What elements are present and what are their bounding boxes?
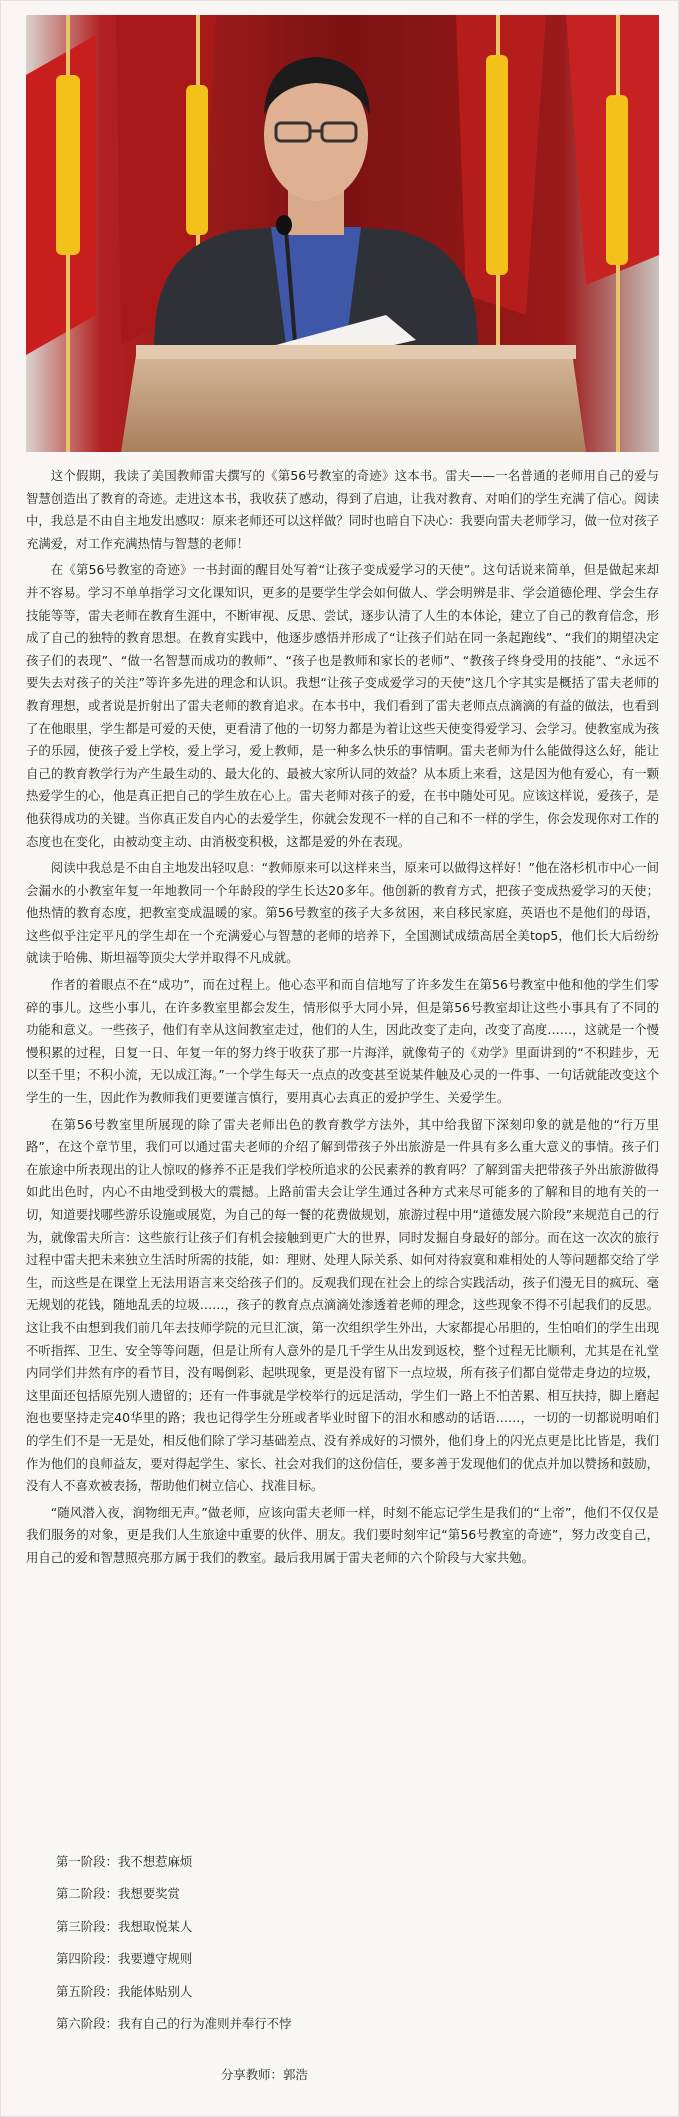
speaker-photo-illustration [26, 15, 659, 452]
stage-list [56, 1846, 616, 2040]
stage-item-4: 第四阶段：我要遵守规则 [56, 1951, 193, 1967]
stage-item-5: 第五阶段：我能体贴别人 [56, 1983, 193, 1999]
article-body [26, 465, 659, 1574]
paragraph-2: 在《第56号教室的奇迹》一书封面的醒目处写着“让孩子变成爱学习的天使”。这句话说来简单，但是做起来却并不容易。学习不单单指学习文化课知识，更多的是要学生学会如何做人、学会明辨是非、学会道德伦理、学会生存技能等等，雷夫老师在教育生涯中，不断审视、反思、尝试，逐步认清了人生的本体论，建立了自己的教育信念，形成了自己的独特的教育思想。在教育实践中，他逐步感悟并形成了“让孩子们站在同一条起跑线”、“我们的期望决定孩子们的表现”、“做一名智慧而成功的教师”、“孩子也是教师和家长的老师”、“教孩子终身受用的技能”、“永远不要失去对孩子的关注”等许多先进的理念和认识。我想“让孩子变成爱学习的天使”这几个字其实是概括了雷夫老师的教育理想，或者说是折射出了雷夫老师的教育追求。在本书中，我们看到了雷夫老师点点滴滴的有益的做法，也看到了在他眼里，学生都是可爱的天使，更看清了他的一切努力都是为着让这些天使变得爱学习、会学习。使教室成为孩子的乐园，使孩子爱上学校，爱上学习，爱上教师，是一种多么快乐的事情啊。雷夫老师为什么能做得这么好，能让自己的教育教学行为产生最生动的、最大化的、最被大家所认同的效益？从本质上来看，这是因为他有爱心，有一颗热爱学生的心，他是真正把自己的学生放在心上。雷夫老师对孩子的爱，在书中随处可见。应该这样说，爱孩子，是他获得成功的关键。当你真正发自内心的去爱学生，你就会发现不一样的自己和不一样的学生，你会发现你对工作的态度也在变化，由被动变主动、由消极变积极，这都是爱的外在表现。 [26, 562, 659, 849]
stage-item-3: 第三阶段：我想取悦某人 [56, 1918, 193, 1934]
paragraph-1: 这个假期，我读了美国教师雷夫撰写的《第56号教室的奇迹》这本书。雷夫——一名普通的老师用自己的爱与智慧创造出了教育的奇迹。走进这本书，我收获了感动，得到了启迪，让我对教育、对咱们的学生充满了信心。阅读中，我总是不由自主地发出感叹：原来老师还可以这样做？同时也暗自下决心：我要向雷夫老师学习，做一位对孩子充满爱，对工作充满热情与智慧的老师！ [26, 468, 659, 551]
paragraph-6: “随风潜入夜，润物细无声。”做老师，应该向雷夫老师一样，时刻不能忘记学生是我们的“上帝”，他们不仅仅是我们服务的对象，更是我们人生旅途中重要的伙伴、朋友。我们要时刻牢记“第56号教室的奇迹”，努力改变自己，用自己的爱和智慧照亮那方属于我们的教室。最后我用属于雷夫老师的六个阶段与大家共勉。 [26, 1504, 659, 1565]
stage-item-2: 第二阶段：我想要奖赏 [56, 1886, 180, 1902]
stage-item-1: 第一阶段：我不想惹麻烦 [56, 1854, 193, 1869]
speaker-photo [26, 15, 659, 452]
paragraph-5: 在第56号教室里所展现的除了雷夫老师出色的教育教学方法外，其中给我留下深刻印象的就是他的“行万里路”，在这个章节里，我们可以通过雷夫老师的介绍了解到带孩子外出旅游是一件具有多么重大意义的事情。孩子们在旅途中所表现出的让人惊叹的修养不正是我们学校所追求的公民素养的教育吗？了解到雷夫把带孩子外出旅游做得如此出色时，内心不由地受到极大的震撼。上路前雷夫会让学生通过各种方式来尽可能多的了解和目的地有关的一切，知道要找哪些游乐设施或展览，为自己的每一餐的花费做规划，旅游过程中用“道德发展六阶段”来规范自己的行为，就像雷夫所言：这些旅行让孩子们有机会接触到更广大的世界，同时发掘自身最好的部分。而在这一次次的旅行过程中雷夫把未来独立生活时所需的技能，如：理财、处理人际关系、如何对待寂寞和难相处的人等问题都交给了学生，而这些是在课堂上无法用语言来交给孩子们的。反观我们现在社会上的综合实践活动，孩子们漫无目的疯玩、毫无规划的花钱，随地乱丢的垃圾……，孩子的教育点点滴滴处渗透着老师的理念，这些现象不得不引起我们的反思。这让我不由想到我们前几年去技师学院的元旦汇演，第一次组织学生外出，大家都提心吊胆的，生怕咱们的学生出现不听指挥、卫生、安全等等问题，但是让所有人意外的是几千学生从出发到返校，整个过程无比顺利，尤其是在礼堂内同学们井然有序的看节目，没有喝倒彩、起哄现象，更是没有留下一点垃圾，所有孩子们都自觉带走身边的垃圾，这里面还包括原先别人遗留的；还有一件事就是学校举行的远足活动，学生们一路上不怕苦累、相互扶持，脚上磨起泡也要坚持走完40华里的路；我也记得学生分班或者毕业时留下的泪水和感动的话语……，一切的一切都说明咱们的学生们不是一无是处，相反他们除了学习基础差点、没有养成好的习惯外，他们身上的闪光点更是比比皆是，我们作为他们的良师益友，要对得起学生、家长、社会对我们的这份信任，要多善于发现他们的优点并加以赞扬和鼓励，没有人不喜欢被表扬，帮助他们树立信心、找准目标。 [26, 1116, 659, 1494]
paragraph-3: 阅读中我总是不由自主地发出轻叹息：“教师原来可以这样来当，原来可以做得这样好！”他在洛杉机市中心一间会漏水的小教室年复一年地教同一个年龄段的学生长达20多年。他创新的教育方式，把孩子变成热爱学习的天使；他热情的教育态度，把教室变成温暖的家。第56号教室的孩子大多贫困，来自移民家庭，英语也不是他们的母语，这些似乎注定平凡的学生却在一个充满爱心与智慧的老师的培养下，全国测试成绩高居全美top5，他们长大后纷纷就读于哈佛、斯坦福等顶尖大学并取得不凡成就。 [26, 860, 659, 966]
stage-item-6: 第六阶段：我有自己的行为准则并奉行不悖 [56, 2015, 292, 2031]
author-signature: 分享教师：郭浩 [221, 2067, 308, 2082]
paragraph-4: 作者的着眼点不在“成功”，而在过程上。他心态平和而自信地写了许多发生在第56号教室中他和他的学生们零碎的事儿。这些小事儿，在许多教室里都会发生，情形似乎大同小异，但是第56号教室却让这些小事具有了不同的功能和意义。一些孩子，他们有幸从这间教室走过，他们的人生，因此改变了走向，改变了高度……，这就是一个慢慢积累的过程，日复一日、年复一年的努力终于收获了那一片海洋，就像荀子的《劝学》里面讲到的“不积跬步，无以至千里；不积小流，无以成江海。”一个学生每天一点点的改变甚至说某件触及心灵的一件事、一句话就能改变这个学生的一生，因此作为教师我们更要谨言慎行，要用真心去真正的爱护学生、关爱学生。 [26, 977, 659, 1106]
